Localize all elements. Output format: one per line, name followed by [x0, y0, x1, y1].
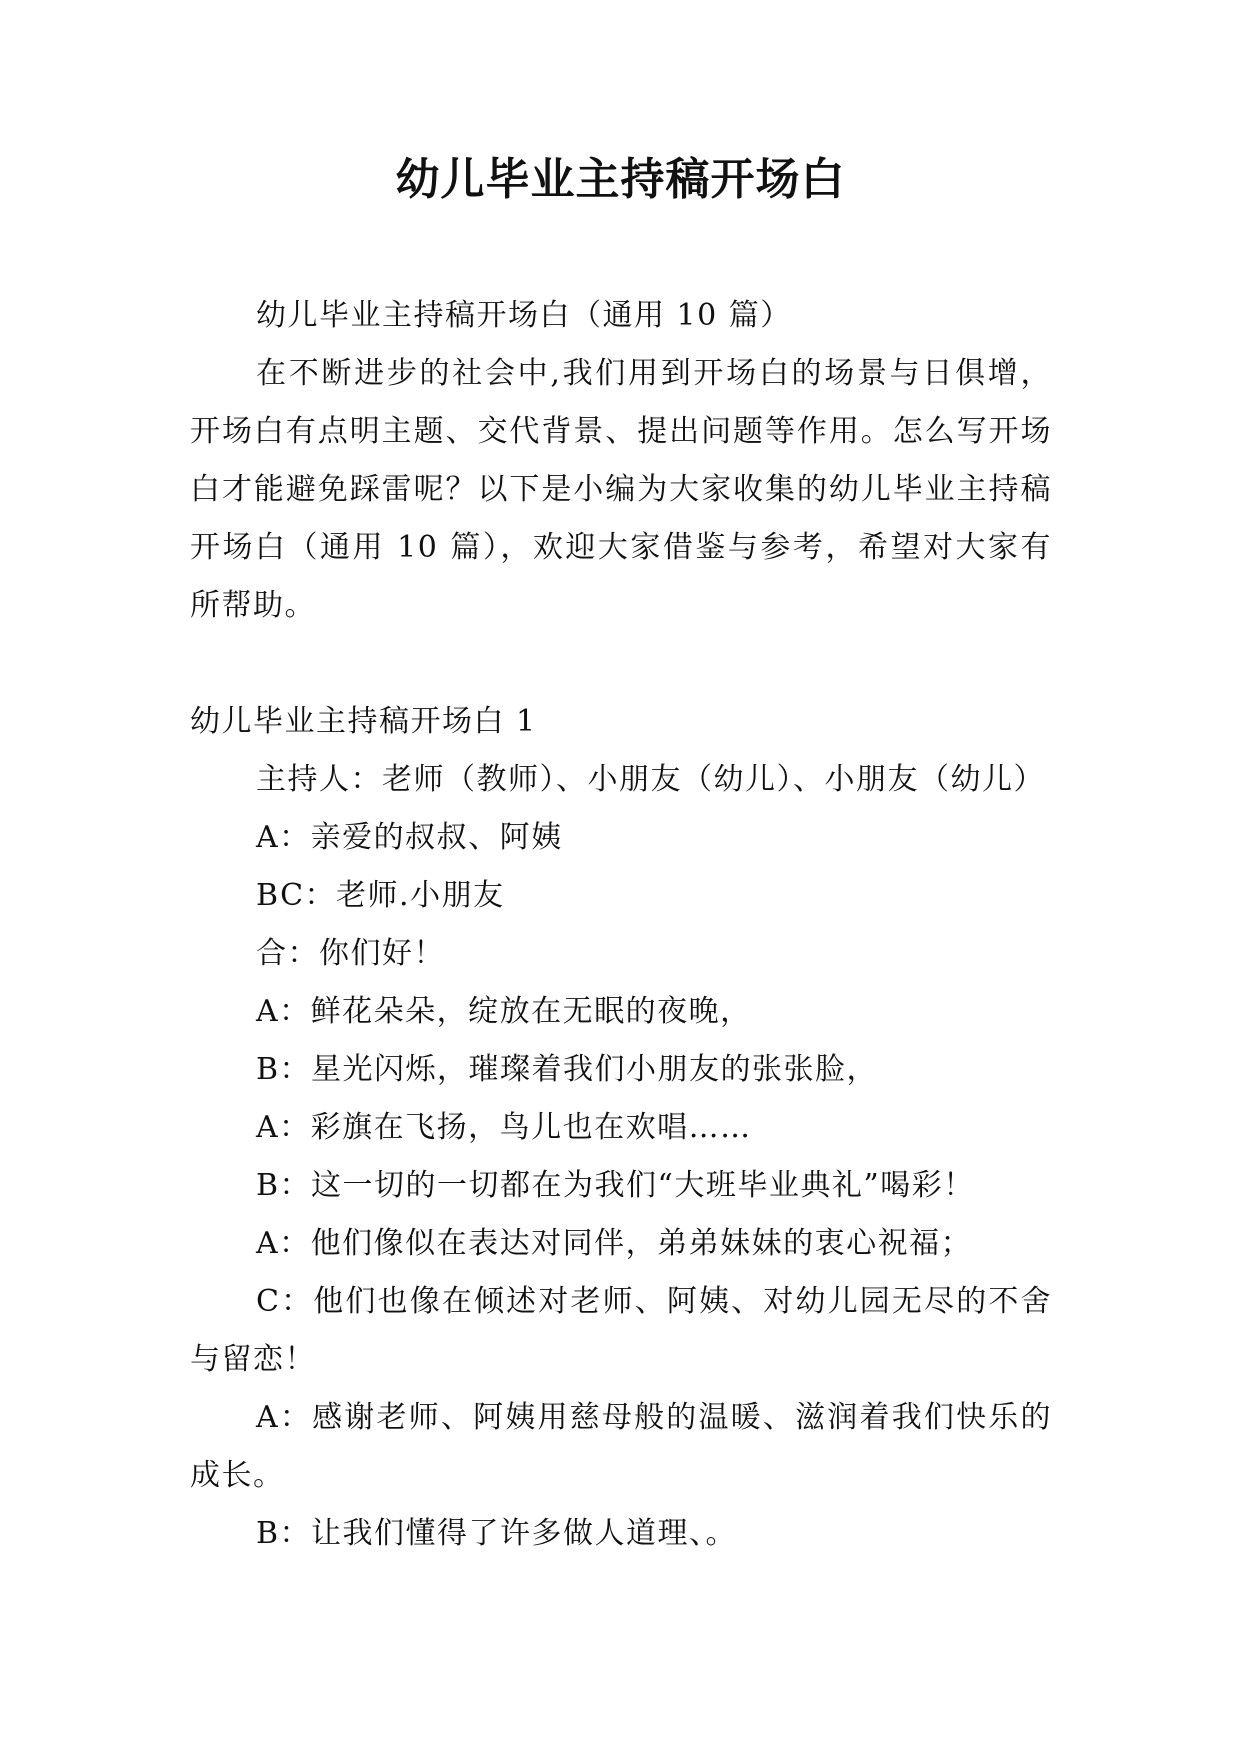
- script-line: 主持人：老师（教师）、小朋友（幼儿）、小朋友（幼儿）: [256, 762, 1045, 797]
- script-line: BC：老师.小朋友: [256, 878, 505, 913]
- script-line: B：星光闪烁，璀璨着我们小朋友的张张脸，: [256, 1052, 879, 1087]
- document-body: [190, 287, 1052, 1563]
- script-line: A：亲爱的叔叔、阿姨: [256, 820, 563, 855]
- document-subtitle: 幼儿毕业主持稿开场白（通用 10 篇）: [256, 298, 792, 333]
- script-line: A：彩旗在飞扬，鸟儿也在欢唱……: [256, 1110, 752, 1145]
- script-line: A：他们像似在表达对同伴，弟弟妹妹的衷心祝福；: [256, 1226, 973, 1261]
- paragraph-gap: [190, 635, 1052, 693]
- script-line: A：感谢老师、阿姨用慈母般的温暖、滋润着我们快乐的成长。: [190, 1400, 1052, 1493]
- script-line: B：让我们懂得了许多做人道理、。: [256, 1516, 738, 1551]
- script-line: C：他们也像在倾述对老师、阿姨、对幼儿园无尽的不舍与留恋！: [190, 1284, 1052, 1377]
- script-line: 合：你们好！: [256, 936, 445, 971]
- script-line: B：这一切的一切都在为我们“大班毕业典礼”喝彩！: [256, 1168, 975, 1203]
- intro-paragraph: 在不断进步的社会中,我们用到开场白的场景与日俱增，开场白有点明主题、交代背景、提出问题等作用。怎么写开场白才能避免踩雷呢？以下是小编为大家收集的幼儿毕业主持稿开场白（通用 10 篇），欢迎大家借鉴与参考，希望对大家有所帮助。: [190, 356, 1052, 623]
- document-title: 幼儿毕业主持稿开场白: [395, 154, 846, 205]
- script-line: A：鲜花朵朵，绽放在无眠的夜晚，: [256, 994, 752, 1029]
- section-heading: 幼儿毕业主持稿开场白 1: [190, 704, 537, 739]
